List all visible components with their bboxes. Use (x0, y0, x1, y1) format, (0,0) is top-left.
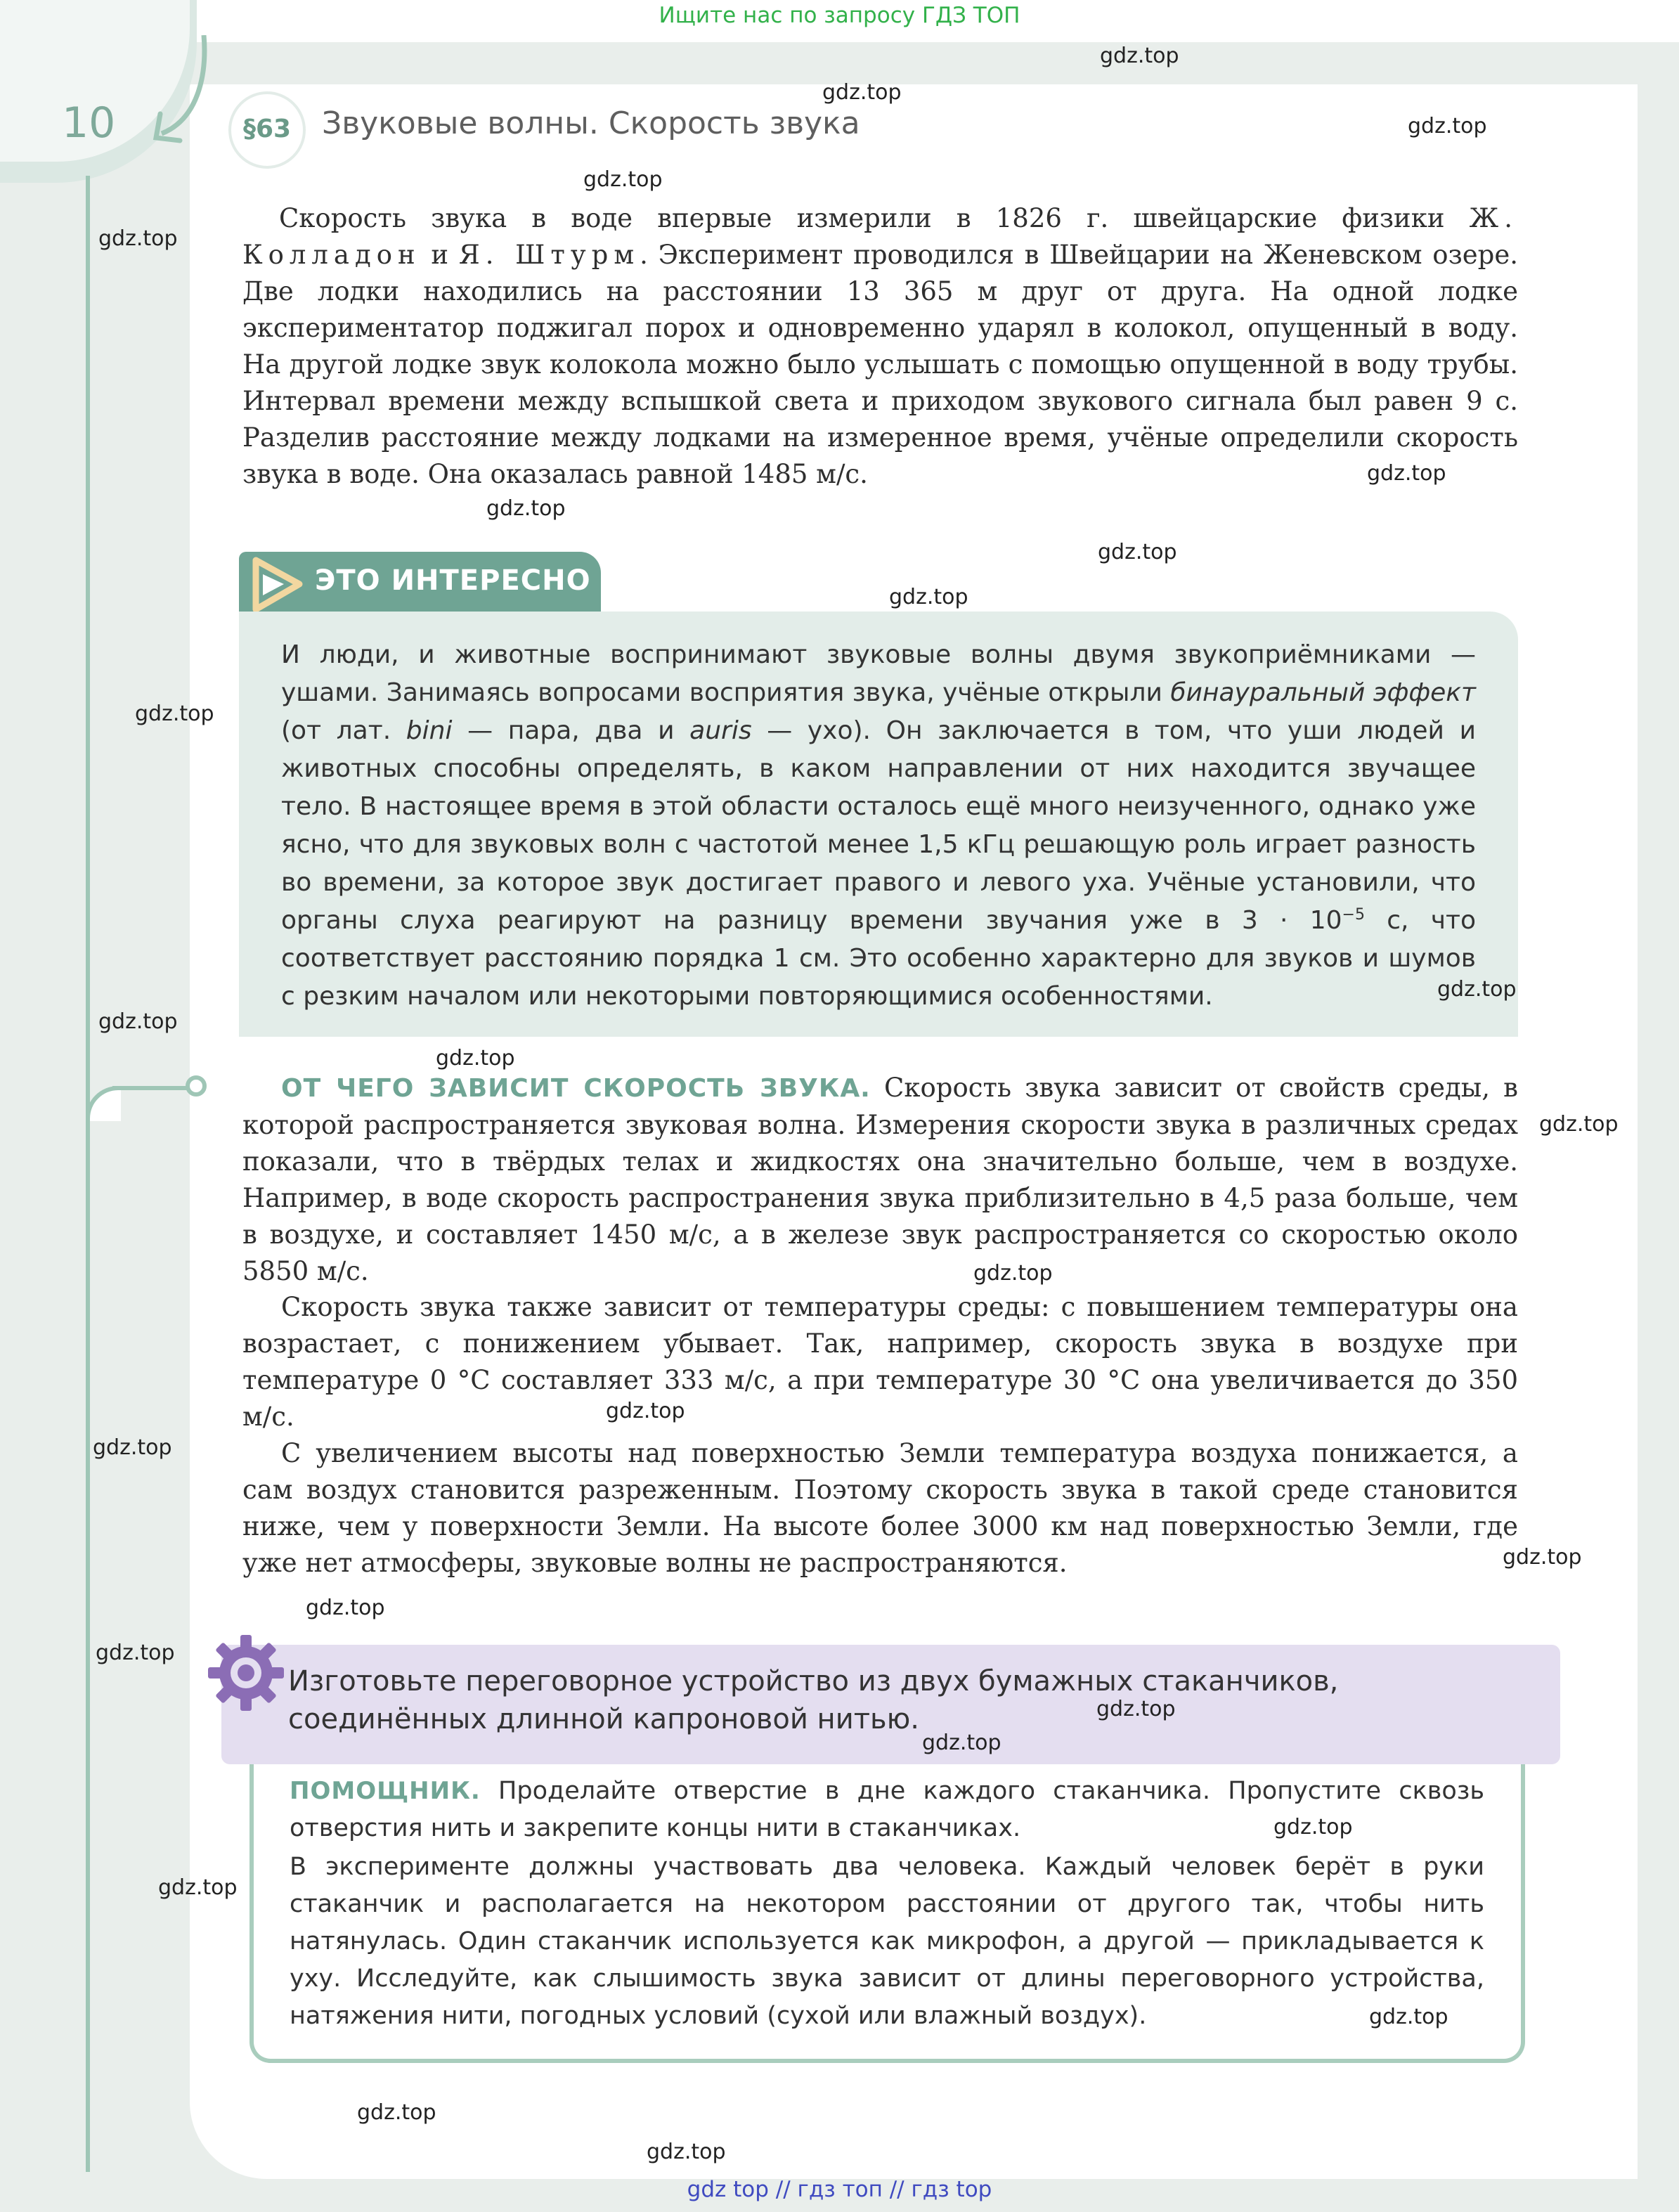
watermark: gdz.top (1539, 1112, 1619, 1137)
watermark: gdz.top (306, 1596, 385, 1620)
interesting-text-3: — пара, два и (452, 716, 690, 745)
watermark: gdz.top (606, 1399, 685, 1423)
bottom-banner[interactable]: gdz top // гдз топ // гдз top (687, 2177, 992, 2202)
binaural-effect-term: бинауральный эффект (1170, 678, 1476, 707)
helper-paragraph-2: В эксперименте должны участвовать два человека. Каждый человек берёт в руки стаканчик и располагается на некотором расстоянии от другого так, чтобы нить натянулась. Один стаканчик используется как микрофон, а другой — прикладывается к уху. Исследуйте, как слышимость звука зависит от длины переговорного устройства, натяжения нити, погодных условий (сухой или влажный воздух). (290, 1853, 1484, 2030)
watermark: gdz.top (822, 80, 902, 105)
margin-spine-branch (112, 1086, 190, 1090)
watermark: gdz.top (889, 585, 968, 609)
margin-spine-dot (186, 1075, 207, 1097)
interesting-text-4: — ухо). Он заключается в том, что уши людей и животных способны определять, в каком направлении от них находится звучащее тело. В настоящее время в этой области осталось ещё много неизученного, однако уже ясно, что для звуковых волн с частотой менее 1,5 кГц решающую роль играет разность во времени, за которое звук достигает правого и левого уха. Учёные установили, что органы слуха реагируют на разницу времени звучания уже в 3 · 10 (281, 716, 1476, 935)
watermark: gdz.top (922, 1731, 1001, 1755)
watermark: gdz.top (357, 2100, 436, 2125)
watermark: gdz.top (1369, 2005, 1448, 2029)
watermark: gdz.top (1437, 977, 1517, 1002)
interesting-text-5: с, что соответствует расстоянию порядка 1 см. Это особенно характерно для звуков и шумов с резким началом или некоторыми повторяющимися особенностями. (281, 906, 1476, 1011)
speed-paragraph-2: Скорость звука также зависит от температуры среды: с повышением температуры она возрастает, с понижением убывает. Так, например, скорость звука в воздухе при температуре 0 °C составляет 333 м/с, а при температуре 30 °C она увеличивается до 350 м/с. (242, 1292, 1518, 1432)
watermark: gdz.top (98, 226, 178, 251)
watermark: gdz.top (1098, 540, 1177, 564)
interesting-text-2: (от лат. (281, 716, 406, 745)
page-number: 10 (62, 98, 116, 148)
intro-paragraph (242, 200, 1518, 493)
watermark: gdz.top (135, 701, 214, 726)
watermark: gdz.top (98, 1009, 178, 1034)
top-banner[interactable]: Ищите нас по запросу ГДЗ ТОП (659, 3, 1020, 28)
watermark: gdz.top (647, 2140, 726, 2164)
watermark: gdz.top (1367, 461, 1446, 486)
exponent: −5 (1342, 906, 1365, 924)
helper-text-1: Проделайте отверстие в дне каждого стаканчика. Пропустите сквозь отверстия нить и закрепите концы нити в стаканчиках. (290, 1777, 1484, 1842)
watermark: gdz.top (96, 1641, 175, 1665)
interesting-tag (239, 552, 601, 614)
task-text: Изготовьте переговорное устройство из двух бумажных стаканчиков, соединённых длинной капроновой нитью. (288, 1665, 1339, 1735)
speed-text-1: Скорость звука зависит от свойств среды, в которой распространяется звуковая волна. Измерения скорости звука в различных средах показали, что в твёрдых телах и жидкостях она значительно больше, чем в воздухе. Например, в воде скорость распространения звука приблизительно в 4,5 раза больше, чем в воздухе, и составляет 1450 м/с, а в железе звук распространяется со скоростью около 5850 м/с. (242, 1073, 1519, 1286)
intro-text-1: Скорость звука в воде впервые измерили в 1826 г. швейцарские физики (279, 203, 1470, 233)
watermark: gdz.top (583, 167, 663, 192)
watermark: gdz.top (1096, 1697, 1176, 1721)
watermark: gdz.top (1503, 1545, 1582, 1570)
gear-icon (204, 1631, 288, 1715)
watermark: gdz.top (486, 496, 566, 521)
watermark: gdz.top (1408, 114, 1487, 138)
watermark: gdz.top (158, 1875, 238, 1900)
paragraph-badge: §63 (228, 91, 306, 169)
margin-spine-line (86, 176, 90, 2172)
speed-section-heading: ОТ ЧЕГО ЗАВИСИТ СКОРОСТЬ ЗВУКА. (281, 1074, 871, 1103)
latin-bini: bini (406, 716, 453, 745)
scientist-name-colladon: Ж. Колладон (242, 203, 1518, 270)
watermark: gdz.top (93, 1435, 172, 1460)
interesting-text-1: И люди, и животные воспринимают звуковые волны двумя звукоприёмниками — ушами. Занимаясь вопросами восприятия звука, учёные открыли (281, 640, 1476, 707)
intro-text-2: . Эксперимент проводился в Швейцарии на Женевском озере. Две лодки находились на расстоянии 13 365 м друг от друга. На одной лодке экспериментатор поджигал порох и одновременно ударял в колокол, опущенный в воду. На другой лодке звук колокола можно было услышать с помощью опущенной в воду трубы. Интервал времени между вспышкой света и приходом звукового сигнала был равен 9 с. Разделив расстояние между лодками на измеренное время, учёные определили скорость звука в воде. Она оказалась равной 1485 м/с. (242, 240, 1518, 489)
play-triangle-icon (249, 555, 305, 614)
arrow-decoration-icon (141, 35, 218, 148)
watermark: gdz.top (1273, 1815, 1353, 1839)
interesting-tag-label: ЭТО ИНТЕРЕСНО (315, 564, 591, 597)
speed-paragraph-1 (242, 1070, 1518, 1290)
latin-auris: auris (689, 716, 752, 745)
helper-heading: ПОМОЩНИК. (290, 1777, 481, 1805)
watermark: gdz.top (1100, 44, 1179, 68)
speed-paragraph-3: С увеличением высоты над поверхностью Земли температура воздуха понижается, а сам воздух становится разреженным. Поэтому скорость звука в такой среде становится ниже, чем у поверхности Земли. На высоте более 3000 км над поверхностью Земли, где уже нет атмосферы, звуковые волны не распространяются. (242, 1438, 1518, 1578)
watermark: gdz.top (973, 1261, 1053, 1286)
interesting-paragraph (281, 636, 1476, 1016)
watermark: gdz.top (436, 1046, 515, 1071)
paragraph-title: Звуковые волны. Скорость звука (322, 105, 860, 141)
scientist-name-sturm: Я. Штурм (458, 240, 640, 270)
intro-conjunction: и (420, 240, 459, 270)
